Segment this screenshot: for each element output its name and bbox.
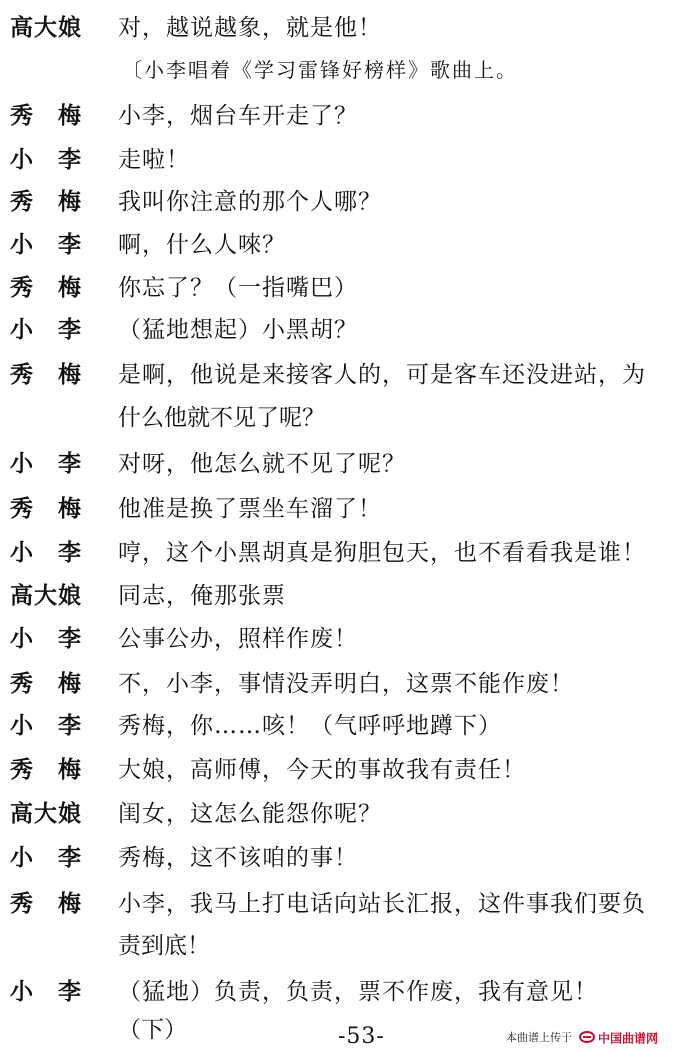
page-number: -53- — [338, 1024, 385, 1049]
dialogue-text: 啊，什么人唻？ — [118, 232, 286, 258]
dialogue-text: 公事公办，照样作废！ — [118, 626, 358, 652]
dialogue-line — [0, 794, 700, 834]
dialogue-line — [0, 225, 700, 265]
speaker-name: 秀 梅 — [10, 361, 82, 388]
speaker-name: 小 李 — [10, 844, 82, 871]
site-logo-icon — [579, 1031, 595, 1046]
speaker-name: 秀 梅 — [10, 756, 82, 783]
speaker-name: 小 李 — [10, 231, 82, 258]
speaker-name: 高大娘 — [10, 800, 82, 827]
site-watermark — [506, 1029, 658, 1047]
speaker-name: 秀 梅 — [10, 274, 82, 301]
dialogue-line — [0, 750, 700, 790]
continuation-text: （下） — [118, 1017, 187, 1043]
continuation-text: 责到底！ — [118, 933, 210, 959]
dialogue-text: （猛地）负责，负责，票不作废，我有意见！ — [118, 979, 598, 1005]
dialogue-line — [0, 444, 700, 484]
dialogue-text: 我叫你注意的那个人哪？ — [118, 189, 382, 215]
dialogue-text: 走啦！ — [118, 147, 190, 173]
speaker-name: 小 李 — [10, 146, 82, 173]
dialogue-line — [0, 576, 700, 616]
dialogue-text: （猛地想起）小黑胡？ — [118, 317, 358, 343]
dialogue-text: 小李，烟台车开走了？ — [118, 103, 358, 129]
dialogue-line — [0, 268, 700, 308]
speaker-name: 秀 梅 — [10, 188, 82, 215]
dialogue-text: 他准是换了票坐车溜了！ — [118, 496, 382, 522]
dialogue-line — [0, 972, 700, 1012]
continuation-text: 什么他就不见了呢？ — [118, 405, 325, 431]
stage-direction-text: 〔小李唱着《学习雷锋好榜样》歌曲上。 — [122, 58, 518, 82]
dialogue-continuation — [0, 926, 700, 966]
dialogue-line — [0, 182, 700, 222]
dialogue-line — [0, 664, 700, 704]
speaker-name: 小 李 — [10, 978, 82, 1005]
dialogue-text: 对，越说越象，就是他！ — [118, 15, 382, 41]
speaker-name: 小 李 — [10, 712, 82, 739]
speaker-name: 秀 梅 — [10, 495, 82, 522]
dialogue-text: 是啊，他说是来接客人的，可是客车还没进站，为 — [118, 362, 646, 388]
dialogue-text: 闺女，这怎么能怨你呢？ — [118, 801, 382, 827]
dialogue-line — [0, 884, 700, 924]
dialogue-line — [0, 96, 700, 136]
dialogue-text: 秀梅，你……咳！（气呼呼地蹲下） — [118, 713, 502, 739]
speaker-name: 秀 梅 — [10, 670, 82, 697]
dialogue-line — [0, 533, 700, 573]
speaker-name: 高大娘 — [10, 582, 82, 609]
watermark-text: 本曲谱上传于 — [506, 1031, 572, 1044]
dialogue-line — [0, 838, 700, 878]
watermark-brand: 中国曲谱网 — [598, 1031, 659, 1046]
speaker-name: 小 李 — [10, 316, 82, 343]
dialogue-text: 哼，这个小黑胡真是狗胆包天，也不看看我是谁！ — [118, 540, 646, 566]
dialogue-line — [0, 489, 700, 529]
dialogue-text: 秀梅，这不该咱的事！ — [118, 845, 358, 871]
dialogue-line — [0, 8, 700, 48]
dialogue-line — [0, 355, 700, 395]
speaker-name: 小 李 — [10, 625, 82, 652]
dialogue-text: 不，小李，事情没弄明白，这票不能作废！ — [118, 671, 574, 697]
dialogue-line — [0, 706, 700, 746]
dialogue-text: 你忘了？（一指嘴巴） — [118, 275, 358, 301]
speaker-name: 小 李 — [10, 539, 82, 566]
speaker-name: 小 李 — [10, 450, 82, 477]
dialogue-line — [0, 310, 700, 350]
dialogue-continuation — [0, 398, 700, 438]
dialogue-text: 对呀，他怎么就不见了呢？ — [118, 451, 406, 477]
speaker-name: 秀 梅 — [10, 890, 82, 917]
speaker-name: 秀 梅 — [10, 102, 82, 129]
dialogue-line — [0, 140, 700, 180]
dialogue-text: 小李，我马上打电话向站长汇报，这件事我们要负 — [118, 891, 646, 917]
dialogue-text: 大娘，高师傅，今天的事故我有责任！ — [118, 757, 526, 783]
dialogue-text: 同志，俺那张票 — [118, 583, 286, 609]
speaker-name: 高大娘 — [10, 14, 82, 41]
dialogue-line — [0, 619, 700, 659]
stage-direction — [0, 50, 700, 90]
